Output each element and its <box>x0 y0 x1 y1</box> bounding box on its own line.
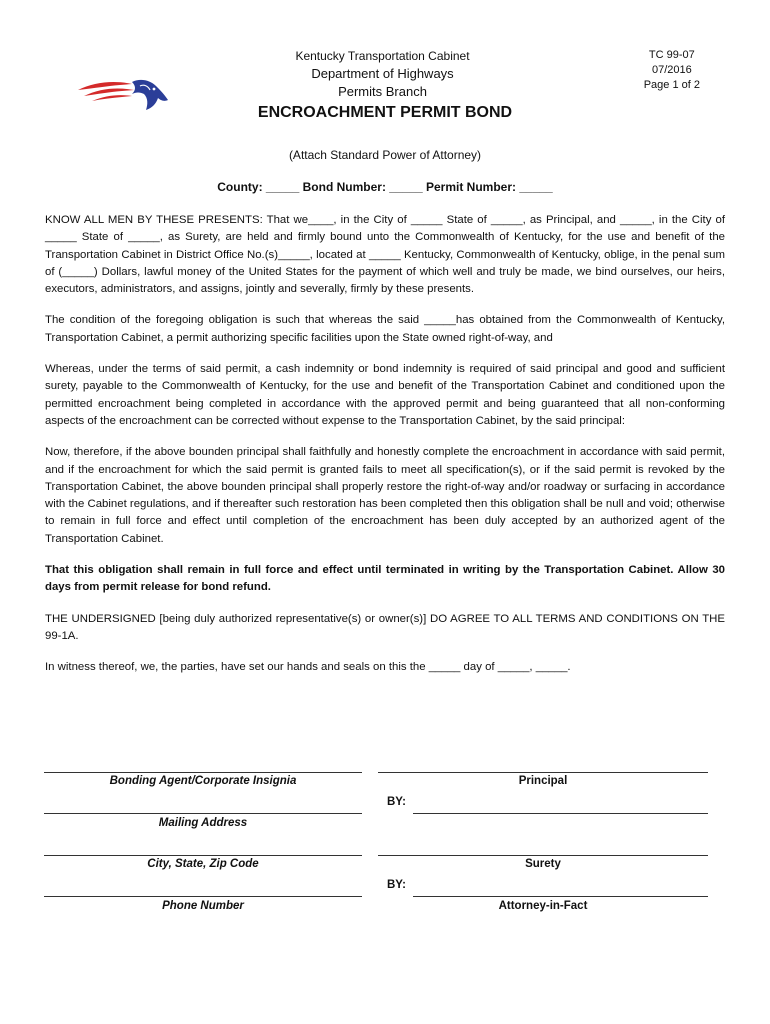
label-surety: Surety <box>525 858 561 870</box>
paragraph-now-therefore: Now, therefore, if the above bounden principal shall faithfully and honestly complete the encroachment in accordance with said permit, and if the encroachment for which the said permit is granted fails to meet all specification(s), or if the said permit is revoked by the Transportation Cabinet, the above bounden principal shall properly restore the right-of-way and/or roadway or surfacing in accordance with the Cabinet regulations, and if thereafter such restoration has been completed then this obligation shall be null and void; otherwise to remain in full force and effect until completion of the encroachment has been duly accepted by an authorized agent of the Transportation Cabinet. <box>45 446 725 545</box>
form-number: TC 99-07 <box>648 49 695 61</box>
label-bonding-agent: Bonding Agent/Corporate Insignia <box>109 775 297 787</box>
signature-line-mailing-address <box>44 813 362 814</box>
paragraph-obligation-terms: That this obligation shall remain in full force and effect until terminated in writing by the Transportation Cabinet. Allow 30 days from permit release for bond refund. <box>45 564 725 594</box>
agency-name: Kentucky Transportation Cabinet <box>295 49 470 63</box>
label-by-principal: BY: <box>387 796 406 808</box>
label-attorney-in-fact: Attorney-in-Fact <box>498 900 588 912</box>
header-agency-block <box>230 47 535 101</box>
signature-line-by-principal <box>413 813 708 814</box>
signature-line-principal <box>378 772 708 773</box>
department-name: Department of Highways <box>311 66 454 81</box>
label-mailing-address: Mailing Address <box>158 817 248 829</box>
label-city-state-zip: City, State, Zip Code <box>147 858 259 870</box>
paragraph-witness: In witness thereof, we, the parties, have set our hands and seals on this the _____ day of _____, _____. <box>45 661 571 674</box>
page-number: Page 1 of 2 <box>643 79 700 91</box>
bond-body-text <box>45 212 725 691</box>
branch-name: Permits Branch <box>338 84 427 99</box>
signature-line-phone <box>44 896 362 897</box>
form-date: 07/2016 <box>651 64 692 76</box>
county-bond-permit-fields: County: _____ Bond Number: _____ Permit Number: _____ <box>217 180 553 194</box>
document-title: ENCROACHMENT PERMIT BOND <box>257 104 513 121</box>
signature-line-by-surety <box>413 896 708 897</box>
paragraph-undersigned: THE UNDERSIGNED [being duly authorized representative(s) or owner(s)] DO AGREE TO ALL TERMS AND CONDITIONS ON THE 99-1A. <box>45 612 725 642</box>
label-principal: Principal <box>518 775 568 787</box>
signature-line-surety <box>378 855 708 856</box>
signature-line-city-state-zip <box>44 855 362 856</box>
label-phone-number: Phone Number <box>162 900 244 912</box>
form-info-block <box>644 48 700 93</box>
paragraph-know-all-men: KNOW ALL MEN BY THESE PRESENTS: That we____, in the City of _____ State of _____, as Principal, and _____, in the City of _____ State of _____, as Surety, are held and firmly bound unto the Commonwealth of Kentucky, for the use and benefit of the Transportation Cabinet in District Office No.(s)_____, located at _____ Kentucky, Commonwealth of Kentucky, oblige, in the penal sum of (_____) Dollars, lawful money of the United States for the payment of which well and truly be made, we bind ourselves, our heirs, executors, administrators, and assigns, jointly and severally, firmly by these presents. <box>45 214 725 296</box>
label-by-surety: BY: <box>387 879 406 891</box>
attach-note: (Attach Standard Power of Attorney) <box>288 148 482 162</box>
signature-line-bonding-agent <box>44 772 362 773</box>
paragraph-condition: The condition of the foregoing obligation is such that whereas the said _____has obtained from the Commonwealth of Kentucky, Transportation Cabinet, a permit authorizing specific facilities upon the State owned right-of-way, and <box>45 314 725 344</box>
paragraph-whereas: Whereas, under the terms of said permit, a cash indemnity or bond indemnity is required of said principal and good and sufficient surety, payable to the Commonwealth of Kentucky, for the use and benefit of the Transportation Cabinet and conditioned upon the permitted encroachment being completed in accordance with the approved permit and being guaranteed that all non-conforming aspects of the encroachment can be corrected without expense to the Transportation Cabinet, by the said principal: <box>45 363 725 427</box>
